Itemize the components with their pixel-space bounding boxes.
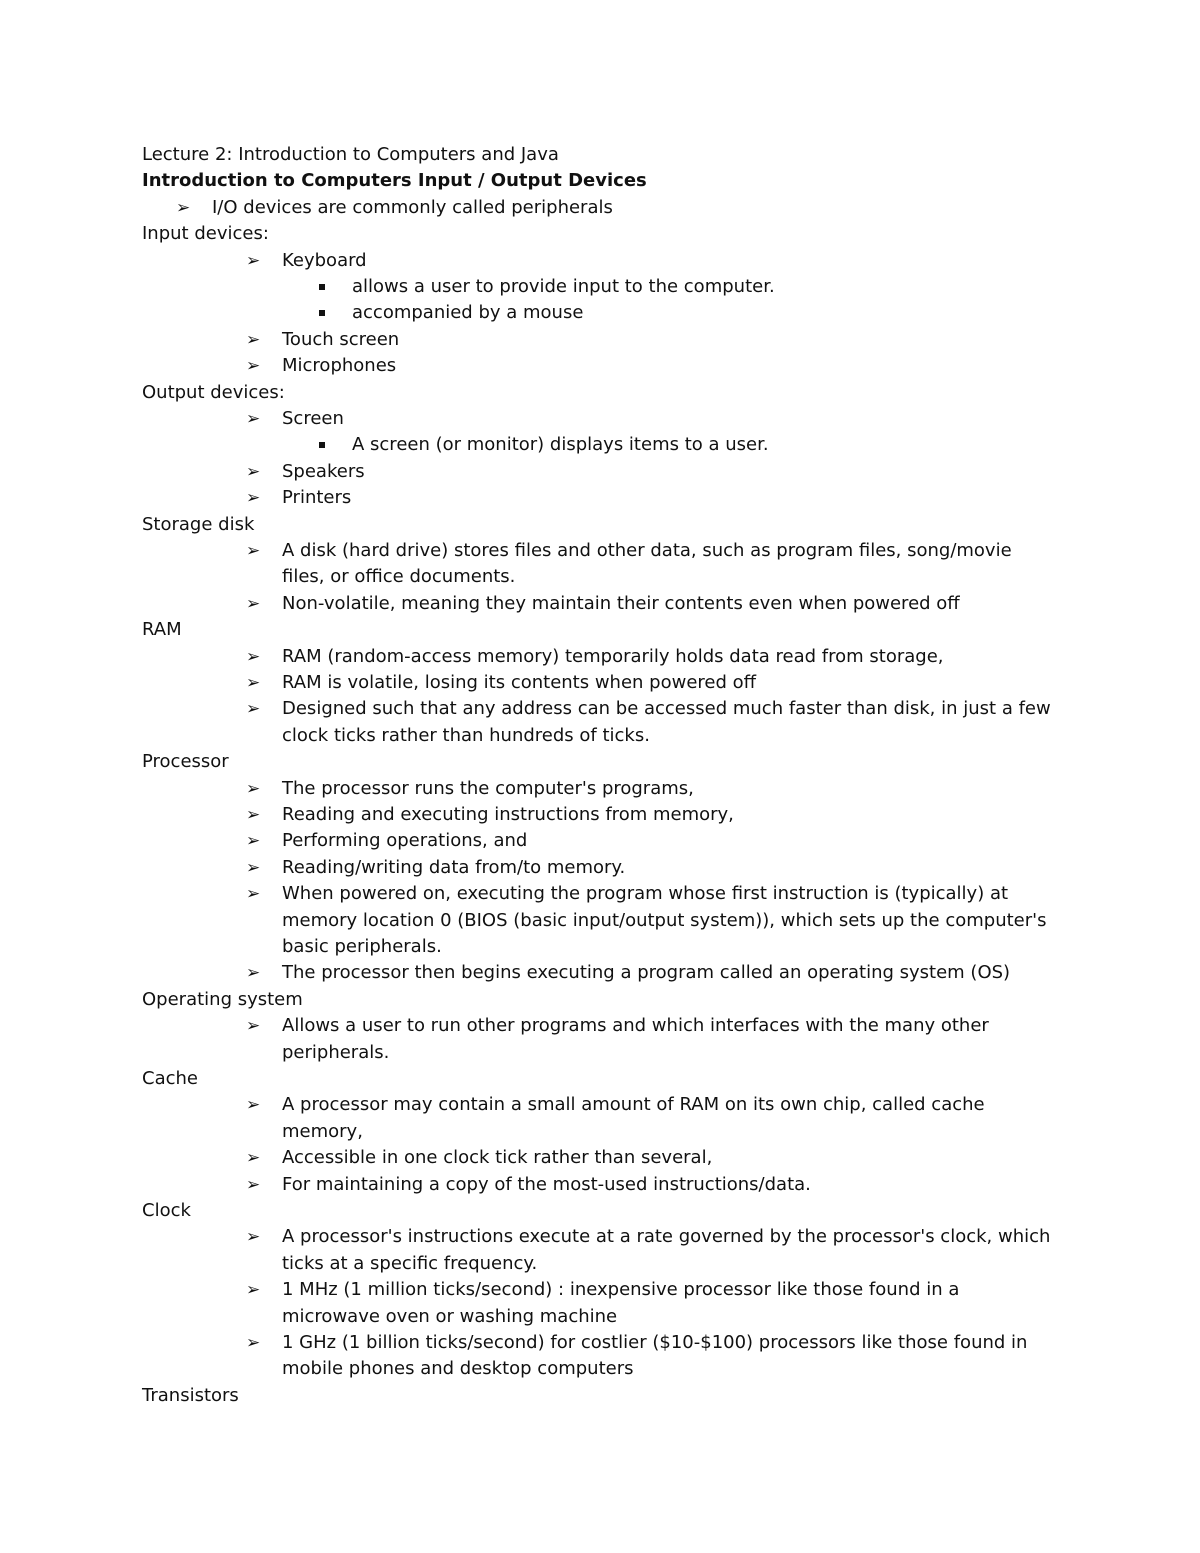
section-heading: Processor bbox=[142, 751, 229, 773]
bullet-item bbox=[142, 1172, 1062, 1198]
document-subtitle: Introduction to Computers Input / Output Devices bbox=[142, 170, 647, 192]
bullet-item bbox=[142, 802, 1062, 828]
bullet-item bbox=[142, 881, 1062, 960]
arrow-bullet-icon: ➢ bbox=[246, 1227, 261, 1248]
bullet-item bbox=[142, 644, 1062, 670]
bullet-text: RAM is volatile, losing its contents when powered off bbox=[282, 671, 757, 693]
bullet-text: A processor's instructions execute at a rate governed by the processor's clock, which ticks at a specific frequency. bbox=[282, 1226, 1051, 1274]
arrow-bullet-icon: ➢ bbox=[246, 1174, 261, 1195]
bullet-text: RAM (random-access memory) temporarily holds data read from storage, bbox=[282, 645, 944, 667]
bullet-text: The processor runs the computer's programs, bbox=[282, 777, 694, 799]
bullet-item bbox=[142, 327, 1062, 353]
bullet-text: Designed such that any address can be accessed much faster than disk, in just a few clock ticks rather than hundreds of ticks. bbox=[282, 698, 1051, 746]
document-title: Lecture 2: Introduction to Computers and Java bbox=[142, 144, 559, 165]
sub-bullet-text: accompanied by a mouse bbox=[352, 302, 584, 324]
section-heading: Transistors bbox=[142, 1384, 239, 1406]
bullet-text: Touch screen bbox=[282, 328, 400, 350]
section-heading: Operating system bbox=[142, 988, 303, 1010]
bullet-text: Allows a user to run other programs and which interfaces with the many other peripherals. bbox=[282, 1015, 989, 1063]
square-bullet-icon bbox=[319, 284, 325, 290]
square-bullet-icon bbox=[319, 310, 325, 316]
bullet-item bbox=[142, 696, 1062, 749]
arrow-bullet-icon: ➢ bbox=[246, 1280, 261, 1301]
arrow-bullet-icon: ➢ bbox=[246, 540, 261, 561]
bullet-text: When powered on, executing the program whose first instruction is (typically) at memory location 0 (BIOS (basic input/output system)), which sets up the computer's basic peripherals. bbox=[282, 883, 1047, 958]
sub-bullet-item bbox=[142, 300, 1062, 326]
sub-bullet-item bbox=[142, 274, 1062, 300]
arrow-bullet-icon: ➢ bbox=[246, 408, 261, 429]
bullet-text: Accessible in one clock tick rather than several, bbox=[282, 1147, 713, 1169]
section-list bbox=[142, 221, 1062, 1409]
bullet-item bbox=[142, 1092, 1062, 1145]
intro-bullet bbox=[142, 195, 1062, 221]
bullet-text: Keyboard bbox=[282, 249, 367, 271]
bullet-item bbox=[142, 591, 1062, 617]
bullet-text: Speakers bbox=[282, 460, 365, 482]
sub-bullet-item bbox=[142, 432, 1062, 458]
bullet-item bbox=[142, 1013, 1062, 1066]
sub-bullet-text: A screen (or monitor) displays items to a user. bbox=[352, 434, 769, 456]
section-heading: Input devices: bbox=[142, 223, 269, 245]
bullet-item bbox=[142, 855, 1062, 881]
section-heading: Storage disk bbox=[142, 513, 255, 535]
arrow-bullet-icon: ➢ bbox=[246, 1095, 261, 1116]
section-heading: Output devices: bbox=[142, 381, 285, 403]
bullet-item bbox=[142, 960, 1062, 986]
bullet-item bbox=[142, 353, 1062, 379]
arrow-bullet-icon: ➢ bbox=[246, 884, 261, 905]
bullet-text: For maintaining a copy of the most-used instructions/data. bbox=[282, 1173, 811, 1195]
bullet-item bbox=[142, 485, 1062, 511]
bullet-text: Reading and executing instructions from memory, bbox=[282, 803, 734, 825]
arrow-bullet-icon: ➢ bbox=[246, 699, 261, 720]
bullet-text: Screen bbox=[282, 407, 344, 429]
bullet-text: The processor then begins executing a program called an operating system (OS) bbox=[282, 962, 1011, 984]
arrow-bullet-icon: ➢ bbox=[246, 963, 261, 984]
arrow-bullet-icon: ➢ bbox=[246, 356, 261, 377]
bullet-item bbox=[142, 248, 1062, 274]
arrow-bullet-icon: ➢ bbox=[246, 646, 261, 667]
bullet-item bbox=[142, 1330, 1062, 1383]
arrow-bullet-icon: ➢ bbox=[246, 461, 261, 482]
bullet-text: 1 GHz (1 billion ticks/second) for costlier ($10-$100) processors like those found in mobile phones and desktop computers bbox=[282, 1332, 1028, 1380]
arrow-bullet-icon: ➢ bbox=[246, 329, 261, 350]
bullet-text: A disk (hard drive) stores files and other data, such as program files, song/movie files, or office documents. bbox=[282, 539, 1012, 588]
bullet-item bbox=[142, 538, 1062, 591]
sub-bullet-text: allows a user to provide input to the computer. bbox=[352, 275, 775, 297]
bullet-text: A processor may contain a small amount of RAM on its own chip, called cache memory, bbox=[282, 1094, 985, 1142]
bullet-item bbox=[142, 828, 1062, 854]
bullet-text: Printers bbox=[282, 487, 352, 509]
arrow-bullet-icon: ➢ bbox=[176, 197, 191, 218]
bullet-text: I/O devices are commonly called peripherals bbox=[212, 196, 613, 218]
arrow-bullet-icon: ➢ bbox=[246, 857, 261, 878]
arrow-bullet-icon: ➢ bbox=[246, 1148, 261, 1169]
section-heading: Cache bbox=[142, 1068, 198, 1090]
arrow-bullet-icon: ➢ bbox=[246, 250, 261, 271]
arrow-bullet-icon: ➢ bbox=[246, 672, 261, 693]
bullet-text: Reading/writing data from/to memory. bbox=[282, 856, 626, 878]
arrow-bullet-icon: ➢ bbox=[246, 593, 261, 614]
bullet-item bbox=[142, 459, 1062, 485]
arrow-bullet-icon: ➢ bbox=[246, 1333, 261, 1354]
arrow-bullet-icon: ➢ bbox=[246, 804, 261, 825]
section-heading: RAM bbox=[142, 619, 182, 641]
bullet-item bbox=[142, 670, 1062, 696]
bullet-item bbox=[142, 776, 1062, 802]
arrow-bullet-icon: ➢ bbox=[246, 488, 261, 509]
arrow-bullet-icon: ➢ bbox=[246, 831, 261, 852]
bullet-item bbox=[142, 1224, 1062, 1277]
bullet-text: Performing operations, and bbox=[282, 830, 528, 852]
square-bullet-icon bbox=[319, 442, 325, 448]
bullet-text: Non-volatile, meaning they maintain their contents even when powered off bbox=[282, 592, 960, 614]
bullet-text: 1 MHz (1 million ticks/second) : inexpensive processor like those found in a microwave oven or washing machine bbox=[282, 1279, 960, 1327]
bullet-item bbox=[142, 406, 1062, 432]
bullet-text: Microphones bbox=[282, 355, 397, 377]
section-heading: Clock bbox=[142, 1200, 191, 1222]
arrow-bullet-icon: ➢ bbox=[246, 1016, 261, 1037]
document-body bbox=[142, 142, 1062, 1409]
bullet-item bbox=[142, 1145, 1062, 1171]
bullet-item bbox=[142, 1277, 1062, 1330]
arrow-bullet-icon: ➢ bbox=[246, 778, 261, 799]
